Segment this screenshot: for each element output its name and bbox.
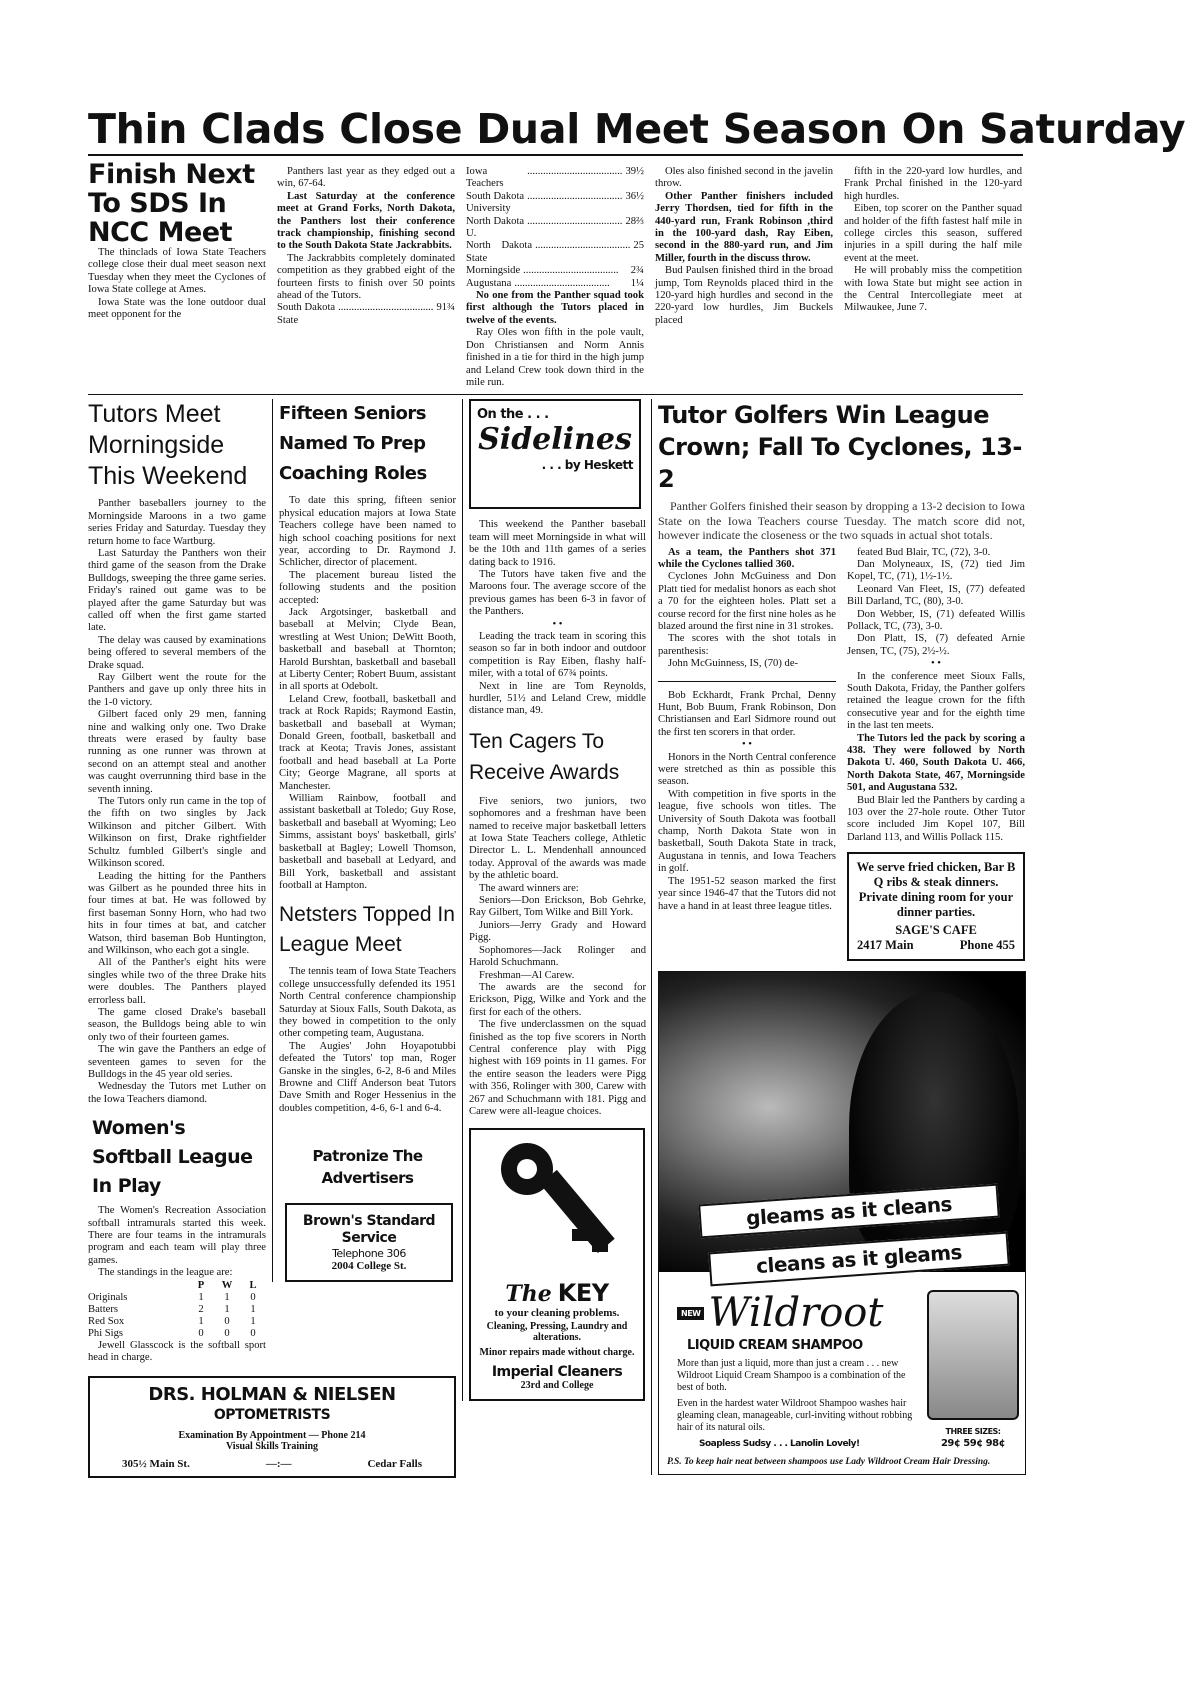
paragraph: Dan Molyneaux, IS, (72) tied Jim Kopel, TC, (71), 1½-1½.	[847, 558, 1025, 583]
paragraph: In the conference meet Sioux Falls, South Dakota, Friday, the Panther golfers retained the league crown for the fifth consecutive year and for the eighth time in the last ten meets.	[847, 670, 1025, 732]
paragraph: Juniors—Jerry Grady and Howard Pigg.	[469, 919, 646, 944]
table-row	[88, 1304, 266, 1316]
table-cell: 0	[224, 1315, 230, 1327]
paragraph: fifth in the 220-yard low hurdles, and Frank Prchal finished in the 120-yard high hurdles.	[844, 166, 1022, 202]
wildroot-ps: P.S. To keep hair neat between shampoos use Lady Wildroot Cream Hair Dressing.	[667, 1457, 991, 1468]
wildroot-copy: NEW Wildroot LIQUID CREAM SHAMPOO More than just a liquid, more than just a cream . . . new Wildroot Liquid Cream Shampoo is a combination of the best of both. Even in the hardest water Wildroot Shampoo washes hair gleaming clean, manageable, curl-inviting without robbing hair of its natural oils. Soapless Sudsy . . . Lanolin Lovely!	[677, 1290, 913, 1450]
softball-headline: Women's Softball League In Play	[92, 1117, 253, 1198]
softball-closing: Jewell Glasscock is the softball sport head in charge.	[88, 1339, 266, 1364]
paragraph: The placement bureau listed the following students and the position accepted:	[279, 569, 456, 606]
new-badge: NEW	[677, 1307, 704, 1320]
track-col1	[88, 160, 266, 321]
paragraph: The Augies' John Hoyapotubbi defeated the Tutors' top man, Roger Ganske in the singles, 6-2, 8-6 and Miles Browne and Cliff Anderson beat Tutors Dave Smith and Roger Hessenius in the doubles competition, 4-6, 6-1 and 6-4.	[279, 1040, 456, 1114]
paragraph: Seniors—Don Erickson, Bob Gehrke, Ray Gilbert, Tom Wilke and Bill York.	[469, 895, 646, 919]
paragraph: Eiben, top scorer on the Panther squad and holder of the fifth fastest half mile in college circles this season, suffered injuries in a spill during the half mile event at the meet.	[844, 203, 1022, 264]
divider	[88, 394, 1023, 395]
baseball-headline: Tutors Meet Morningside This Weekend	[88, 400, 248, 491]
cagers-story	[469, 796, 646, 1119]
cafe-ad: We serve fried chicken, Bar B Q ribs & steak dinners. Private dining room for your dinner parties. SAGE'S CAFE 2417 Main Phone 455	[847, 852, 1025, 961]
newspaper-page	[88, 105, 1186, 1478]
paragraph: Other Panther finishers included Jerry Thordsen, tied for fifth in the 440-yard run, Frank Robinson ,third in the 100-yard dash, Ray Eiben, second in the 880-yard run, and Jim Miller, fourth in the discuss throw.	[655, 190, 833, 264]
tennis-story	[279, 966, 456, 1115]
paragraph: With competition in five sports in the league, five schools won titles. The University of South Dakota was football champ, North Dakota State won in basketball, South Dakota State in track, Augustana in tennis, and Iowa Teachers in golf.	[658, 788, 836, 875]
standings-row: Augustana .................................... 1¼	[466, 277, 644, 289]
divider	[88, 154, 1023, 156]
paragraph: William Rainbow, football and assistant basketball at Toledo; Guy Rose, basketball and baseball at Wyoming; Leo Simms, assistant boys' basketball, girls' basketball at Bagley; Lowell Thomson, basketball and baseball at Ledyard, and Bill York, basketball and assistant football at Hampton.	[279, 793, 456, 891]
paragraph: Leading the track team in scoring this season so far in both indoor and outdoor competition is Ray Eiben, flashy half-miler, with a total of 67¾ points.	[469, 630, 646, 680]
page-headline: Thin Clads Close Dual Meet Season On Saturday	[88, 105, 1186, 153]
table-cell: Phi Sigs	[88, 1327, 124, 1339]
paragraph: All of the Panther's eight hits were singles while two of the three Drake hits were doubles. The Panthers played errorless ball.	[88, 957, 266, 1006]
standings-row: Morningside .................................... 2¾	[466, 265, 644, 277]
points: 25	[633, 240, 644, 252]
golf-col5	[847, 547, 1025, 845]
paragraph: The Jackrabbits completely dominated competition as they grabbed eight of the fourteen firsts to finish over 50 points ahead of the Tutors.	[277, 252, 455, 302]
wildroot-ad	[658, 971, 1026, 1475]
photo-area	[659, 972, 1025, 1290]
paragraph: Panther baseballers journey to the Morningside Maroons in a two game series Friday and Saturday. Tuesday they return home to face Wartburg.	[88, 498, 266, 547]
paragraph: Bob Eckhardt, Frank Prchal, Denny Hunt, Bob Buum, Frank Robinson, Don Christiansen and Earl Sidmore round out the first ten scorers in that order.	[658, 689, 836, 738]
table-cell: 1	[224, 1291, 230, 1303]
points: 1¼	[630, 277, 644, 289]
paragraph: Bud Paulsen finished third in the broad jump, Tom Reynolds placed third in the 120-yard high hurdles and second in the 220-yard low hurdles, Jim Buckels placed	[655, 265, 833, 326]
paragraph: The scores with the shot totals in parenthesis:	[658, 633, 836, 657]
paragraph: Leading the hitting for the Panthers was Gilbert as he pounded three hits in four times at bat. He was followed by first baseman Sonny Horn, who had two hits in four times at bat, and catcher Watson, third baseman Bob Huntington, and Wilkinson, who each got a single.	[88, 870, 266, 956]
table-cell: 0	[250, 1327, 256, 1339]
column-1	[88, 399, 266, 1364]
points: 28⅔	[625, 215, 644, 227]
paragraph: The 1951-52 season marked the first year since 1946-47 that the Tutors did not have a hand in at least three league titles.	[658, 875, 836, 912]
lower-section	[88, 399, 1023, 1478]
paragraph: • •	[741, 739, 753, 751]
paragraph: The standings in the league are:	[98, 1267, 233, 1279]
patronize-notice: Patronize The Advertisers	[312, 1147, 423, 1188]
paragraph: Bud Blair led the Panthers by carding a 103 over the 27-hole route. Other Tutor score included Jim Kopel 107, Bill Darland 113, and Willis Pollack 115.	[847, 794, 1025, 843]
paragraph: Last Saturday at the conference meet at Grand Forks, North Dakota, the Panthers lost their conference track championship, finishing second to the South Dakota State Jackrabbits.	[277, 190, 455, 252]
key-icon	[482, 1134, 632, 1274]
points: 2¾	[630, 265, 644, 277]
table-cell: 1	[250, 1303, 256, 1315]
paragraph: The win gave the Panthers an edge of seventeen games to seven for the Bulldogs in the 45 year old series.	[88, 1044, 266, 1080]
table-cell: Batters	[88, 1303, 119, 1315]
sidelines-column-header: On the . . . Sidelines . . . by Heskett	[469, 399, 641, 509]
paragraph: This weekend the Panther baseball team will meet Morningside in what will be the 10th and 11th games of a series dating back to 1916.	[469, 519, 646, 568]
paragraph: The tennis team of Iowa State Teachers college unsuccessfully defended its 1951 North Central conference championship Saturday at Sioux Falls, South Dakota, as they bowed in competition to the only other competing team, Augustana.	[279, 966, 456, 1040]
paragraph: Don Webber, IS, (71) defeated Willis Pollack, TC, (73), 3-0.	[847, 608, 1025, 632]
golf-lead: Panther Golfers finished their season by dropping a 13-2 decision to Iowa State on the Iowa Teachers course Tuesday. The match score did not, however indicate the closeness or the two squads in actual shot totals.	[658, 499, 1025, 543]
paragraph: Leonard Van Fleet, IS, (77) defeated Bill Darland, TC, (80), 3-0.	[847, 583, 1025, 608]
paragraph: The Women's Recreation Association softball intramurals started this week. There are four teams in the intramurals program and each team will play three games.	[88, 1205, 266, 1266]
paragraph: The game closed Drake's baseball season, the Bulldogs being able to win only two of their fourteen games.	[88, 1006, 266, 1043]
paragraph: The five underclassmen on the squad finished as the top five scorers in North Central conference play with Pigg highest with 169 points in 11 games. For the entire season the leaders were Pigg with 356, Rolinger with 300, Carew with 267 and Schuchmann with 181. Pigg and Carew were all-league choices.	[469, 1019, 646, 1117]
wildroot-logo: Wildroot	[708, 1290, 884, 1337]
points: 36½	[625, 190, 644, 202]
paragraph: Oles also finished second in the javelin throw.	[655, 166, 833, 190]
table-cell: 0	[198, 1327, 204, 1339]
paragraph: Five seniors, two juniors, two sophomores and a freshman have been named to receive major basketball letters at Iowa State Teachers college, Athletic Director L. L. Mendenhall announced today. Approval of the awards was made by the athletic board.	[469, 795, 646, 882]
right-block	[651, 399, 1025, 1475]
standings-row: South Dakota University .................................... 36½	[466, 190, 644, 215]
team: Morningside	[466, 265, 521, 277]
track-col2	[277, 166, 455, 327]
table-cell: 1	[250, 1315, 256, 1327]
seniors-headline: Fifteen Seniors Named To Prep Coaching Roles	[279, 403, 427, 485]
softball-story	[88, 1205, 266, 1364]
paragraph: • •	[552, 618, 563, 630]
team: North Dakota U.	[466, 215, 525, 240]
column-3	[462, 399, 646, 1401]
paragraph: Next in line are Tom Reynolds, hurdler, 51½ and Leland Crew, middle distance man, 49.	[469, 680, 646, 717]
golf-col4	[658, 547, 836, 913]
paragraph: Last Saturday the Panthers won their third game of the season from the Drake Bulldogs, sweeping the three game series. Friday's rained out game was to be played after the game Saturday but was called off when the first game started late.	[88, 547, 266, 634]
table-cell: 1	[198, 1291, 204, 1303]
paragraph: Gilbert faced only 29 men, fanning nine and walking only one. Two Drake threats were erased by faulty base running as one runner was thrown at second on an attempt steal and another was caught overrunning third base in the seventh inning.	[88, 709, 266, 795]
table-row	[88, 1316, 266, 1328]
paragraph: Cyclones John McGuiness and Don Platt tied for medalist honors as each shot a 70 for the eighteen holes. Platt set a course record for the first nine holes as he blazed around the first nine in 31 strokes.	[658, 571, 836, 632]
paragraph: As a team, the Panthers shot 371 while the Cyclones tallied 360.	[658, 546, 836, 570]
wildroot-product-shot: THREE SIZES: 29¢ 59¢ 98¢	[923, 1290, 1023, 1450]
table-cell: 1	[198, 1315, 204, 1327]
track-col5	[844, 166, 1022, 315]
paragraph: He will probably miss the competition with Iowa State but might see action in the Central Intercollegiate meet at Milwaukee, June 7.	[844, 265, 1022, 314]
cagers-headline: Ten Cagers To Receive Awards	[469, 729, 620, 784]
paragraph: The Tutors led the pack by scoring a 438. They were followed by North Dakota U. 460, South Dakota U. 466, North Dakota State, 467, Morningside 501, and Augustana 532.	[847, 732, 1025, 794]
standings-row: North Dakota U. .................................... 28⅔	[466, 215, 644, 240]
paragraph: The Tutors only run came in the top of the fifth on two singles by Jack Wilkinson and pitcher Gilbert. With Wilkinson on first, Drake rightfielder Schultz fumbled Gilbert's single and Wilkinson scored.	[88, 796, 266, 870]
paragraph: The award winners are:	[479, 882, 579, 894]
points: 39½	[625, 166, 644, 177]
track-headline: Finish Next To SDS In NCC Meet	[88, 159, 255, 248]
track-col3	[466, 166, 644, 389]
seniors-story	[279, 495, 456, 892]
paragraph: Freshman—Al Carew.	[479, 969, 575, 981]
paragraph: No one from the Panther squad took first although the Tutors placed in twelve of the events.	[466, 290, 644, 326]
paragraph: Honors in the North Central conference were stretched as thin as possible this season.	[658, 751, 836, 788]
browns-ad: Brown's Standard Service Telephone 306 2004 College St.	[285, 1203, 453, 1282]
golf-headline: Tutor Golfers Win League Crown; Fall To Cyclones, 13-2	[658, 401, 1022, 494]
table-cell: 2	[198, 1303, 204, 1315]
tennis-headline: Netsters Topped In League Meet	[279, 903, 455, 957]
paragraph: feated Bud Blair, TC, (72), 3-0.	[857, 546, 991, 558]
paragraph: Don Platt, IS, (7) defeated Arnie Jensen, TC, (75), 2½-½.	[847, 633, 1025, 657]
table-cell: 0	[224, 1327, 230, 1339]
column-2	[272, 399, 456, 1282]
paragraph: Panthers last year as they edged out a win, 67-64.	[277, 166, 455, 190]
paragraph: The awards are the second for Erickson, Pigg, Wilke and York and the first for each of the others.	[469, 981, 646, 1018]
table-cell: 1	[224, 1303, 230, 1315]
team: North Dakota State	[466, 240, 533, 264]
golf-col5-block	[847, 547, 1025, 962]
table-cell: 0	[250, 1291, 256, 1303]
paragraph: Leland Crew, football, basketball and track at Rock Rapids; Raymond Eastin, basketball and baseball at Wyman; Donald Green, football, basketball and track at Keota; Travis Jones, assistant football and head baseball at La Porte City; George Magrane, all sports at Manchester.	[279, 693, 456, 792]
banner-gleams: gleams as it cleans	[698, 1184, 1000, 1239]
left-block	[88, 399, 456, 1478]
table-cell: Red Sox	[88, 1315, 125, 1327]
cleaners-ad: The KEY to your cleaning problems. Cleaning, Pressing, Laundry and alterations. Minor repairs made without charge. Imperial Cleaners 23rd and College	[469, 1128, 645, 1401]
track-col4	[655, 166, 833, 327]
sidelines-story	[469, 519, 646, 718]
paragraph: Sophomores—Jack Rolinger and Harold Schuchmann.	[469, 944, 646, 969]
paragraph: The Tutors have taken five and the Maroons four. The average sccore of the previous games has been 6-3 in favor of the Panthers.	[469, 568, 646, 618]
team: South Dakota University	[466, 190, 525, 215]
shampoo-bottle	[927, 1290, 1019, 1420]
softball-standings-table: P W L Originals 1 1 0 Batters 2 1 1 Red Sox 1 0 1 Phi Sigs 0 0 0	[88, 1280, 266, 1340]
table-row	[88, 1328, 266, 1340]
paragraph: The thinclads of Iowa State Teachers college close their dual meet season next Tuesday when they meet the Cyclones of Iowa State college at Ames.	[88, 247, 266, 296]
paragraph: Iowa State was the lone outdoor dual meet opponent for the	[88, 296, 266, 321]
banner-cleans: cleans as it gleams	[708, 1232, 1010, 1287]
paragraph: The delay was caused by examinations being offered to several members of the Drake squad.	[88, 634, 266, 671]
team: Iowa Teachers	[466, 166, 504, 190]
team: Augustana	[466, 277, 512, 289]
standings-row: North Dakota State .................................... 25	[466, 240, 644, 264]
standings-row: Iowa Teachers .................................... 39½	[466, 166, 644, 190]
optometrists-ad: DRS. HOLMAN & NIELSEN OPTOMETRISTS Examination By Appointment — Phone 214 Visual Skills Training 305½ Main St. —:— Cedar Falls	[88, 1376, 456, 1478]
track-story	[88, 160, 1023, 389]
table-row	[88, 1292, 266, 1304]
standings-list	[466, 166, 644, 290]
paragraph: • •	[930, 658, 942, 670]
paragraph: John McGuinness, IS, (70) de-	[668, 658, 799, 670]
paragraph: Jack Argotsinger, basketball and baseball at Melvin; Clyde Bean, wrestling at West Union; DeWitt Booth, basketball and baseball at Thornton; Harold Burshtan, basketball and baseball at Liberty Center; Robert Buum, assistant in all sports at Odebolt.	[279, 606, 456, 693]
paragraph: Ray Gilbert went the route for the Panthers and gave up only three hits in the 1-0 victory.	[88, 672, 266, 708]
table-cell: Originals	[88, 1291, 128, 1303]
paragraph: Wednesday the Tutors met Luther on the Iowa Teachers diamond.	[88, 1081, 266, 1105]
paragraph: To date this spring, fifteen senior physical education majors at Iowa State Teachers college have been named to high school coaching positions for next year, according to Dr. Raymond J. Schlicher, director of placement.	[279, 495, 456, 569]
baseball-story	[88, 498, 266, 1106]
standings-row: South Dakota State .................................... 91¾	[277, 302, 455, 326]
paragraph: Ray Oles won fifth in the pole vault, Don Christiansen and Norm Annis finished in a tie for third in the high jump and Leland Crew took down third in the mile run.	[466, 327, 644, 388]
